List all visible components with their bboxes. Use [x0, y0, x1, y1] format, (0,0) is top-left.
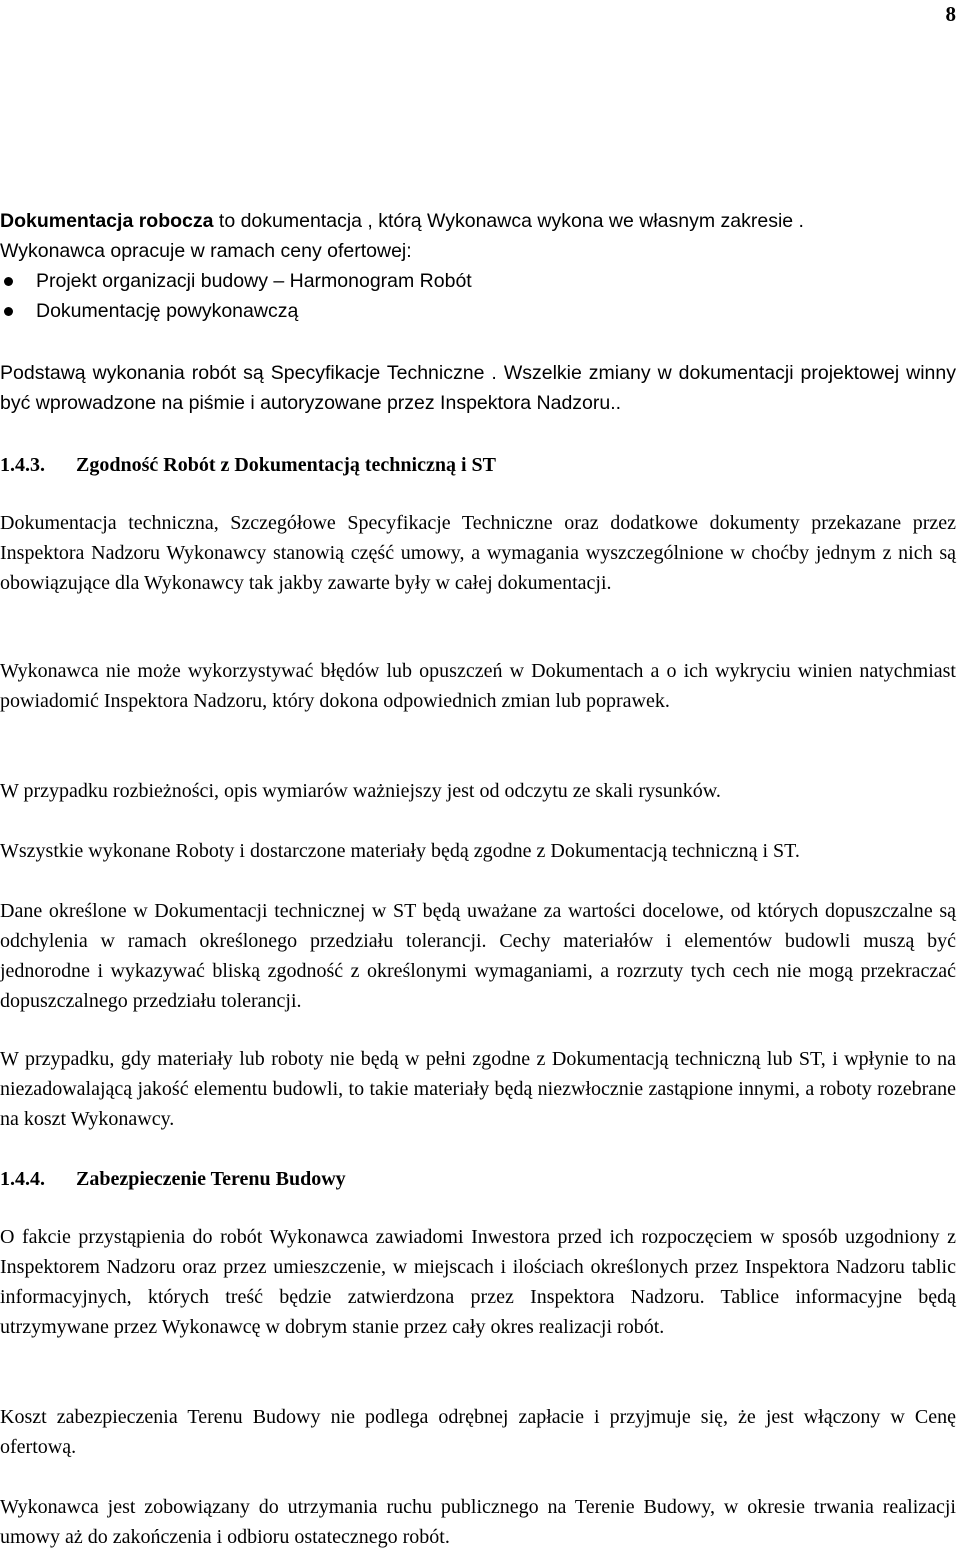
- list-item: [0, 266, 472, 296]
- section-number: 1.4.3.: [0, 454, 45, 476]
- section-heading-144: [0, 1164, 346, 1194]
- paragraph: W przypadku, gdy materiały lub roboty nie będą w pełni zgodne z Dokumentacją techniczną lub ST, i wpłynie to na niezadowalającą jakość elementu budowli, to takie materiały będą niezwłocznie zastąpione innymi, a roboty rozebrane na koszt Wykonawcy.: [0, 1048, 956, 1130]
- paragraph: Koszt zabezpieczenia Terenu Budowy nie podlega odrębnej zapłacie i przyjmuje się, że jest włączony w Cenę ofertową.: [0, 1406, 956, 1458]
- paragraph: Wykonawca jest zobowiązany do utrzymania ruchu publicznego na Terenie Budowy, w okresie trwania realizacji umowy aż do zakończenia i odbioru ostatecznego robót.: [0, 1496, 956, 1548]
- paragraph: Dokumentacja techniczna, Szczegółowe Specyfikacje Techniczne oraz dodatkowe dokumenty przekazane przez Inspektora Nadzoru Wykonawcy stanowią część umowy, a wymagania wyszczególnione w choćby jednym z nich są obowiązujące dla Wykonawcy tak jakby zawarte były w całej dokumentacji.: [0, 512, 956, 594]
- page-number: 8: [945, 2, 956, 26]
- robocza-term: Dokumentacja robocza: [0, 210, 214, 232]
- paragraph: Dane określone w Dokumentacji technicznej w ST będą uważane za wartości docelowe, od których dopuszczalne są odchylenia w ramach określonego przedziału tolerancji. Cechy materiałów i elementów budowli muszą być jednorodne i wykazywać bliską zgodność z określonymi wymaganiami, a rozrzuty tych cech nie mogą przekraczać dopuszczalnego przedziału tolerancji.: [0, 900, 956, 1012]
- robocza-line-2: Wykonawca opracuje w ramach ceny ofertowej:: [0, 240, 412, 262]
- section-number: 1.4.4.: [0, 1168, 45, 1190]
- robocza-line: [0, 206, 956, 236]
- paragraph: Wykonawca nie może wykorzystywać błędów lub opuszczeń w Dokumentach a o ich wykryciu winien natychmiast powiadomić Inspektora Nadzoru, który dokona odpowiednich zmian lub poprawek.: [0, 660, 956, 712]
- podstawa-paragraph: Podstawą wykonania robót są Specyfikacje Techniczne . Wszelkie zmiany w dokumentacji projektowej winny być wprowadzone na piśmie i autoryzowane przez Inspektora Nadzoru..: [0, 362, 956, 414]
- list-item: [0, 296, 472, 326]
- robocza-text: to dokumentacja , którą Wykonawca wykona we własnym zakresie .: [213, 210, 804, 232]
- list-item-text: Projekt organizacji budowy – Harmonogram Robót: [36, 270, 472, 292]
- paragraph: W przypadku rozbieżności, opis wymiarów ważniejszy jest od odczytu ze skali rysunków.: [0, 780, 721, 802]
- paragraph: O fakcie przystąpienia do robót Wykonawca zawiadomi Inwestora przed ich rozpoczęciem w sposób uzgodniony z Inspektorem Nadzoru oraz przez umieszczenie, w miejscach i ilościach określonych przez Inspektora Nadzoru tablic informacyjnych, których treść będzie zatwierdzona przez Inspektora Nadzoru. Tablice informacyjne będą utrzymywane przez Wykonawcę w dobrym stanie przez cały okres realizacji robót.: [0, 1226, 956, 1338]
- section-title: Zgodność Robót z Dokumentacją techniczną i ST: [76, 454, 497, 476]
- section-heading-143: [0, 450, 496, 480]
- list-item-text: Dokumentację powykonawczą: [36, 300, 299, 322]
- bullet-icon: [4, 277, 13, 286]
- section-title: Zabezpieczenie Terenu Budowy: [76, 1168, 346, 1190]
- robocza-bullet-list: [0, 266, 472, 326]
- paragraph: Wszystkie wykonane Roboty i dostarczone materiały będą zgodne z Dokumentacją techniczną i ST.: [0, 840, 800, 862]
- bullet-icon: [4, 307, 13, 316]
